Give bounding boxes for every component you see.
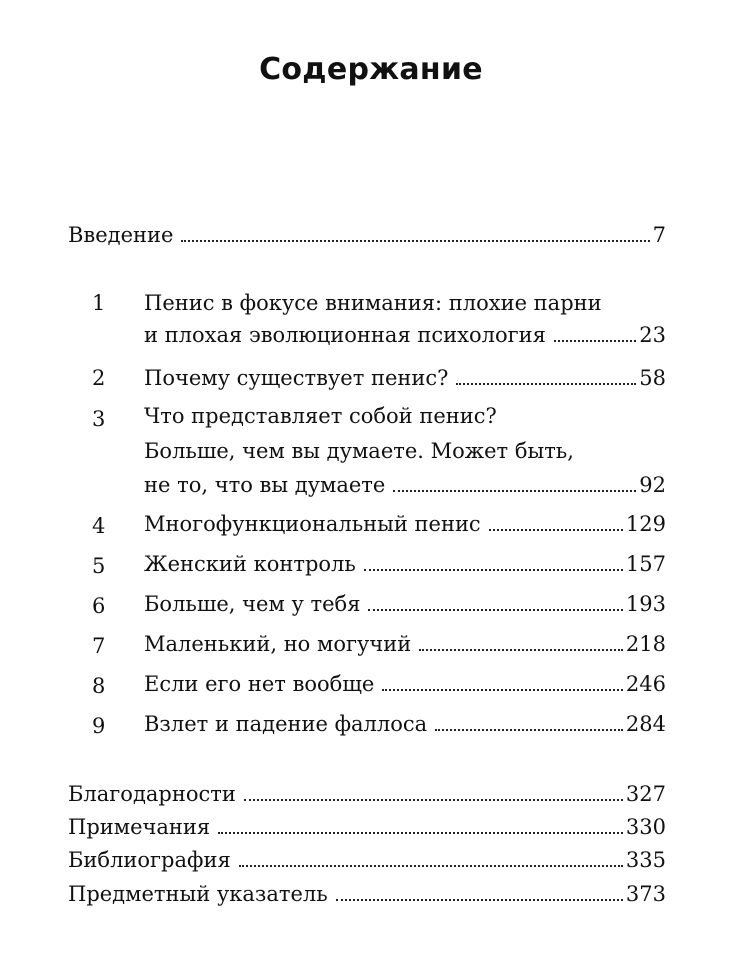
chapter-title-line: Маленький, но могучий: [144, 632, 412, 656]
chapter-title-line[interactable]: Что представляет собой пенис?: [144, 404, 497, 428]
chapter-number: 8: [92, 674, 106, 698]
toc-entry-chapter-5[interactable]: [144, 550, 666, 578]
dot-leader: [393, 489, 636, 492]
toc-entry-chapter-2[interactable]: [144, 364, 666, 392]
dot-leader: [419, 648, 623, 651]
toc-entry-page: 193: [625, 592, 666, 616]
toc-entry-page: 218: [625, 632, 666, 656]
toc-entry-page: 373: [625, 882, 666, 906]
dot-leader: [181, 239, 649, 242]
toc-entry-label: Предметный указатель: [68, 882, 328, 906]
chapter-title-line: и плохая эволюционная психология: [144, 323, 546, 347]
chapter-title-line: Почему существует пенис?: [144, 366, 449, 390]
chapter-number: 7: [92, 634, 106, 658]
chapter-title-line: Женский контроль: [144, 552, 356, 576]
toc-entry-page: 157: [625, 552, 666, 576]
chapter-number: 5: [92, 554, 106, 578]
dot-leader: [244, 798, 623, 801]
dot-leader: [336, 898, 623, 901]
chapter-number: 6: [92, 594, 106, 618]
toc-entry-intro[interactable]: [68, 221, 666, 249]
dot-leader: [218, 831, 623, 834]
toc-entry-page: 23: [639, 323, 666, 347]
chapter-title-line: Взлет и падение фаллоса: [144, 712, 428, 736]
toc-entry-bibliography[interactable]: [68, 846, 666, 874]
dot-leader: [489, 528, 623, 531]
toc-entry-acknowledgements[interactable]: [68, 780, 666, 808]
dot-leader: [368, 608, 622, 611]
toc-entry-page: 335: [625, 848, 666, 872]
dot-leader: [364, 568, 623, 571]
chapter-number: 4: [92, 514, 106, 538]
toc-entry-page: 58: [639, 366, 666, 390]
chapter-number: 2: [92, 366, 106, 390]
toc-entry-chapter-4[interactable]: [144, 510, 666, 538]
chapter-number: 1: [92, 291, 106, 315]
toc-entry-page: 327: [625, 782, 666, 806]
toc-entry-notes[interactable]: [68, 813, 666, 841]
toc-entry-page: 246: [625, 672, 666, 696]
toc-entry-chapter-7[interactable]: [144, 630, 666, 658]
dot-leader: [456, 382, 636, 385]
toc-entry-label: Благодарности: [68, 782, 236, 806]
chapter-title-line: Многофункциональный пенис: [144, 512, 481, 536]
chapter-title-line[interactable]: Пенис в фокусе внимания: плохие парни: [144, 291, 602, 315]
dot-leader: [239, 864, 623, 867]
dot-leader: [382, 688, 623, 691]
dot-leader: [554, 339, 636, 342]
toc-entry-page: 7: [652, 223, 666, 247]
chapter-title-line[interactable]: Больше, чем вы думаете. Может быть,: [144, 439, 574, 463]
dot-leader: [435, 728, 623, 731]
toc-entry-chapter-9[interactable]: [144, 710, 666, 738]
chapter-number: 9: [92, 714, 106, 738]
toc-entry-index[interactable]: [68, 880, 666, 908]
toc-entry-label: Библиография: [68, 848, 231, 872]
chapter-title-line: Если его нет вообще: [144, 672, 375, 696]
toc-entry-page: 129: [625, 512, 666, 536]
toc-entry-label: Примечания: [68, 815, 211, 839]
page-title: Содержание: [259, 52, 483, 87]
chapter-title-line: не то, что вы думаете: [144, 473, 386, 497]
toc-entry-page: 330: [625, 815, 666, 839]
chapter-number: 3: [92, 407, 106, 431]
toc-entry-chapter-1[interactable]: [144, 321, 666, 349]
chapter-title-line: Больше, чем у тебя: [144, 592, 361, 616]
toc-entry-chapter-8[interactable]: [144, 670, 666, 698]
toc-entry-label: Введение: [68, 223, 174, 247]
toc-entry-chapter-6[interactable]: [144, 590, 666, 618]
toc-entry-chapter-3[interactable]: [144, 471, 666, 499]
toc-entry-page: 284: [625, 712, 666, 736]
toc-entry-page: 92: [639, 473, 666, 497]
